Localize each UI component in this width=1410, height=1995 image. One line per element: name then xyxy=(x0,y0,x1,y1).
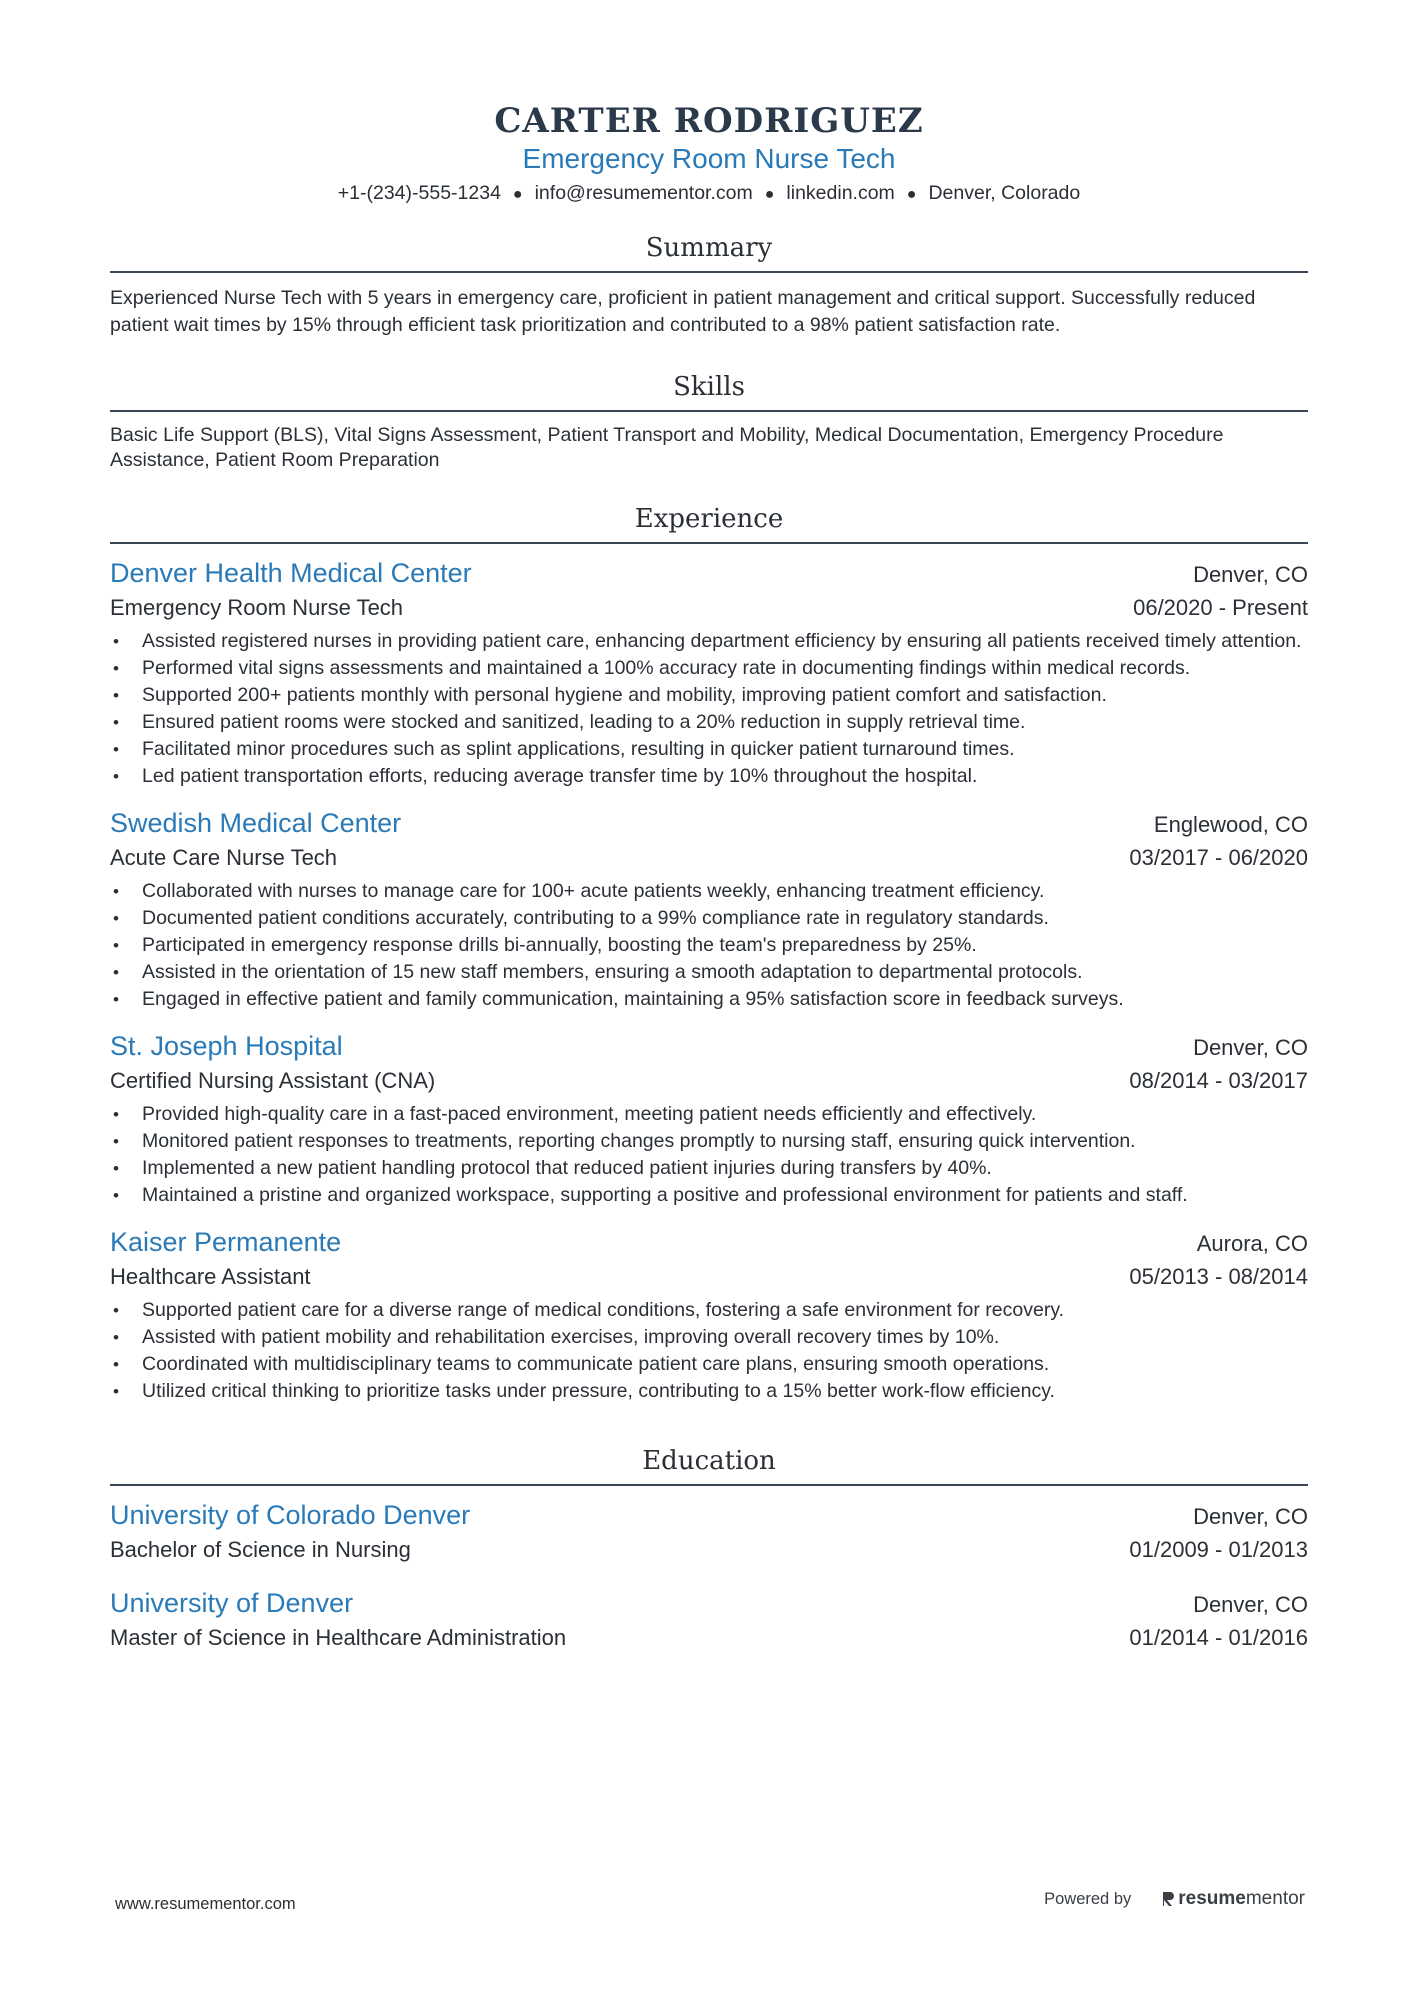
job-location: Englewood, CO xyxy=(1153,812,1308,837)
job-bullet: • Supported patient care for a diverse range of medical conditions, fostering a safe environment for recovery. xyxy=(110,1297,1308,1324)
job-entry xyxy=(110,1223,1308,1405)
resume-page xyxy=(110,0,1308,1654)
job-bullets xyxy=(110,1297,1308,1405)
job-bullet: • Monitored patient responses to treatments, reporting changes promptly to nursing staff, ensuring quick intervention. xyxy=(110,1128,1308,1155)
job-bullet: • Led patient transportation efforts, reducing average transfer time by 10% throughout the hospital. xyxy=(110,763,1308,790)
education-dates: 01/2009 - 01/2013 xyxy=(1129,1537,1308,1562)
job-bullet: • Supported 200+ patients monthly with personal hygiene and mobility, improving patient comfort and satisfaction. xyxy=(110,682,1308,709)
job-dates: 06/2020 - Present xyxy=(1133,595,1308,620)
job-location: Denver, CO xyxy=(1193,562,1308,587)
job-bullet: • Documented patient conditions accurately, contributing to a 99% compliance rate in regulatory standards. xyxy=(110,905,1308,932)
company-name: Kaiser Permanente xyxy=(110,1227,342,1257)
job-entry xyxy=(110,554,1308,790)
footer-branding xyxy=(1044,1888,1305,1910)
summary-section xyxy=(110,228,1308,339)
job-bullet: • Participated in emergency response drills bi-annually, boosting the team's preparedness by 25%. xyxy=(110,932,1308,959)
job-location: Aurora, CO xyxy=(1196,1231,1308,1256)
skills-section xyxy=(110,367,1308,473)
job-bullet: • Implemented a new patient handling protocol that reduced patient injuries during transfers by 40%. xyxy=(110,1155,1308,1182)
school-location: Denver, CO xyxy=(1193,1592,1308,1617)
job-dates: 08/2014 - 03/2017 xyxy=(1129,1068,1308,1093)
education-heading: Education xyxy=(110,1441,1308,1486)
skills-heading: Skills xyxy=(110,367,1308,412)
location: Denver, Colorado xyxy=(928,182,1081,204)
separator-dot: ● xyxy=(764,186,775,203)
contact-line xyxy=(110,178,1308,210)
school-location: Denver, CO xyxy=(1193,1504,1308,1529)
job-dates: 05/2013 - 08/2014 xyxy=(1129,1264,1308,1289)
logo-text-bold: resume xyxy=(1178,1888,1246,1909)
job-bullet: • Provided high-quality care in a fast-paced environment, meeting patient needs efficiently and effectively. xyxy=(110,1101,1308,1128)
linkedin-link: linkedin.com xyxy=(786,182,895,204)
phone-number: +1-(234)-555-1234 xyxy=(337,182,501,204)
school-name: University of Colorado Denver xyxy=(110,1500,471,1530)
job-bullet: • Performed vital signs assessments and maintained a 100% accuracy rate in documenting findings within medical records. xyxy=(110,655,1308,682)
job-entry xyxy=(110,804,1308,1013)
experience-section xyxy=(110,499,1308,1405)
resume-header xyxy=(110,0,1308,210)
school-name: University of Denver xyxy=(110,1588,354,1618)
company-name: Swedish Medical Center xyxy=(110,808,402,838)
degree-name: Bachelor of Science in Nursing xyxy=(110,1537,411,1562)
job-bullets xyxy=(110,628,1308,790)
job-bullet: • Maintained a pristine and organized workspace, supporting a positive and professional environment for patients and staff. xyxy=(110,1182,1308,1209)
job-bullet: • Assisted with patient mobility and rehabilitation exercises, improving overall recovery times by 10%. xyxy=(110,1324,1308,1351)
skills-text: Basic Life Support (BLS), Vital Signs Assessment, Patient Transport and Mobility, Medical Documentation, Emergency Procedure Assistance, Patient Room Preparation xyxy=(110,424,1224,471)
job-role: Emergency Room Nurse Tech xyxy=(110,595,404,620)
job-bullet: • Ensured patient rooms were stocked and sanitized, leading to a 20% reduction in supply retrieval time. xyxy=(110,709,1308,736)
experience-heading: Experience xyxy=(110,499,1308,544)
candidate-title: Emergency Room Nurse Tech xyxy=(522,143,896,174)
job-bullets xyxy=(110,878,1308,1013)
email-address: info@resumementor.com xyxy=(534,182,753,204)
logo-text-rest: mentor xyxy=(1245,1888,1305,1909)
job-role: Healthcare Assistant xyxy=(110,1264,311,1289)
company-name: St. Joseph Hospital xyxy=(110,1031,343,1061)
job-bullet: • Coordinated with multidisciplinary teams to communicate patient care plans, ensuring smooth operations. xyxy=(110,1351,1308,1378)
job-location: Denver, CO xyxy=(1193,1035,1308,1060)
job-bullet: • Facilitated minor procedures such as splint applications, resulting in quicker patient turnaround times. xyxy=(110,736,1308,763)
education-entry xyxy=(110,1584,1308,1654)
resumementor-logo[interactable] xyxy=(1161,1888,1305,1910)
separator-dot: ● xyxy=(906,186,917,203)
job-dates: 03/2017 - 06/2020 xyxy=(1129,845,1308,870)
education-section xyxy=(110,1441,1308,1654)
education-entry xyxy=(110,1496,1308,1566)
powered-by-label: Powered by xyxy=(1044,1889,1132,1908)
job-role: Certified Nursing Assistant (CNA) xyxy=(110,1068,436,1093)
company-name: Denver Health Medical Center xyxy=(110,558,472,588)
job-bullet: • Utilized critical thinking to prioritize tasks under pressure, contributing to a 15% better work-flow efficiency. xyxy=(110,1378,1308,1405)
job-role: Acute Care Nurse Tech xyxy=(110,845,338,870)
separator-dot: ● xyxy=(512,186,523,203)
job-bullet: • Engaged in effective patient and family communication, maintaining a 95% satisfaction score in feedback surveys. xyxy=(110,986,1308,1013)
summary-heading: Summary xyxy=(110,228,1308,273)
job-bullets xyxy=(110,1101,1308,1209)
job-bullet: • Collaborated with nurses to manage care for 100+ acute patients weekly, enhancing treatment efficiency. xyxy=(110,878,1308,905)
degree-name: Master of Science in Healthcare Administration xyxy=(110,1625,567,1650)
job-bullet: • Assisted in the orientation of 15 new staff members, ensuring a smooth adaptation to departmental protocols. xyxy=(110,959,1308,986)
summary-text: Experienced Nurse Tech with 5 years in emergency care, proficient in patient management and critical support. Successfully reduced patient wait times by 15% through efficient task prioritization and contributed to a 98% patient satisfaction rate. xyxy=(110,287,1256,336)
education-dates: 01/2014 - 01/2016 xyxy=(1129,1625,1308,1650)
footer-website[interactable]: www.resumementor.com xyxy=(115,1895,296,1913)
job-entry xyxy=(110,1027,1308,1209)
candidate-name: CARTER RODRIGUEZ xyxy=(494,101,924,141)
resumementor-logo-icon xyxy=(1161,1890,1175,1908)
job-bullet: • Assisted registered nurses in providing patient care, enhancing department efficiency by ensuring all patients received timely attention. xyxy=(110,628,1308,655)
